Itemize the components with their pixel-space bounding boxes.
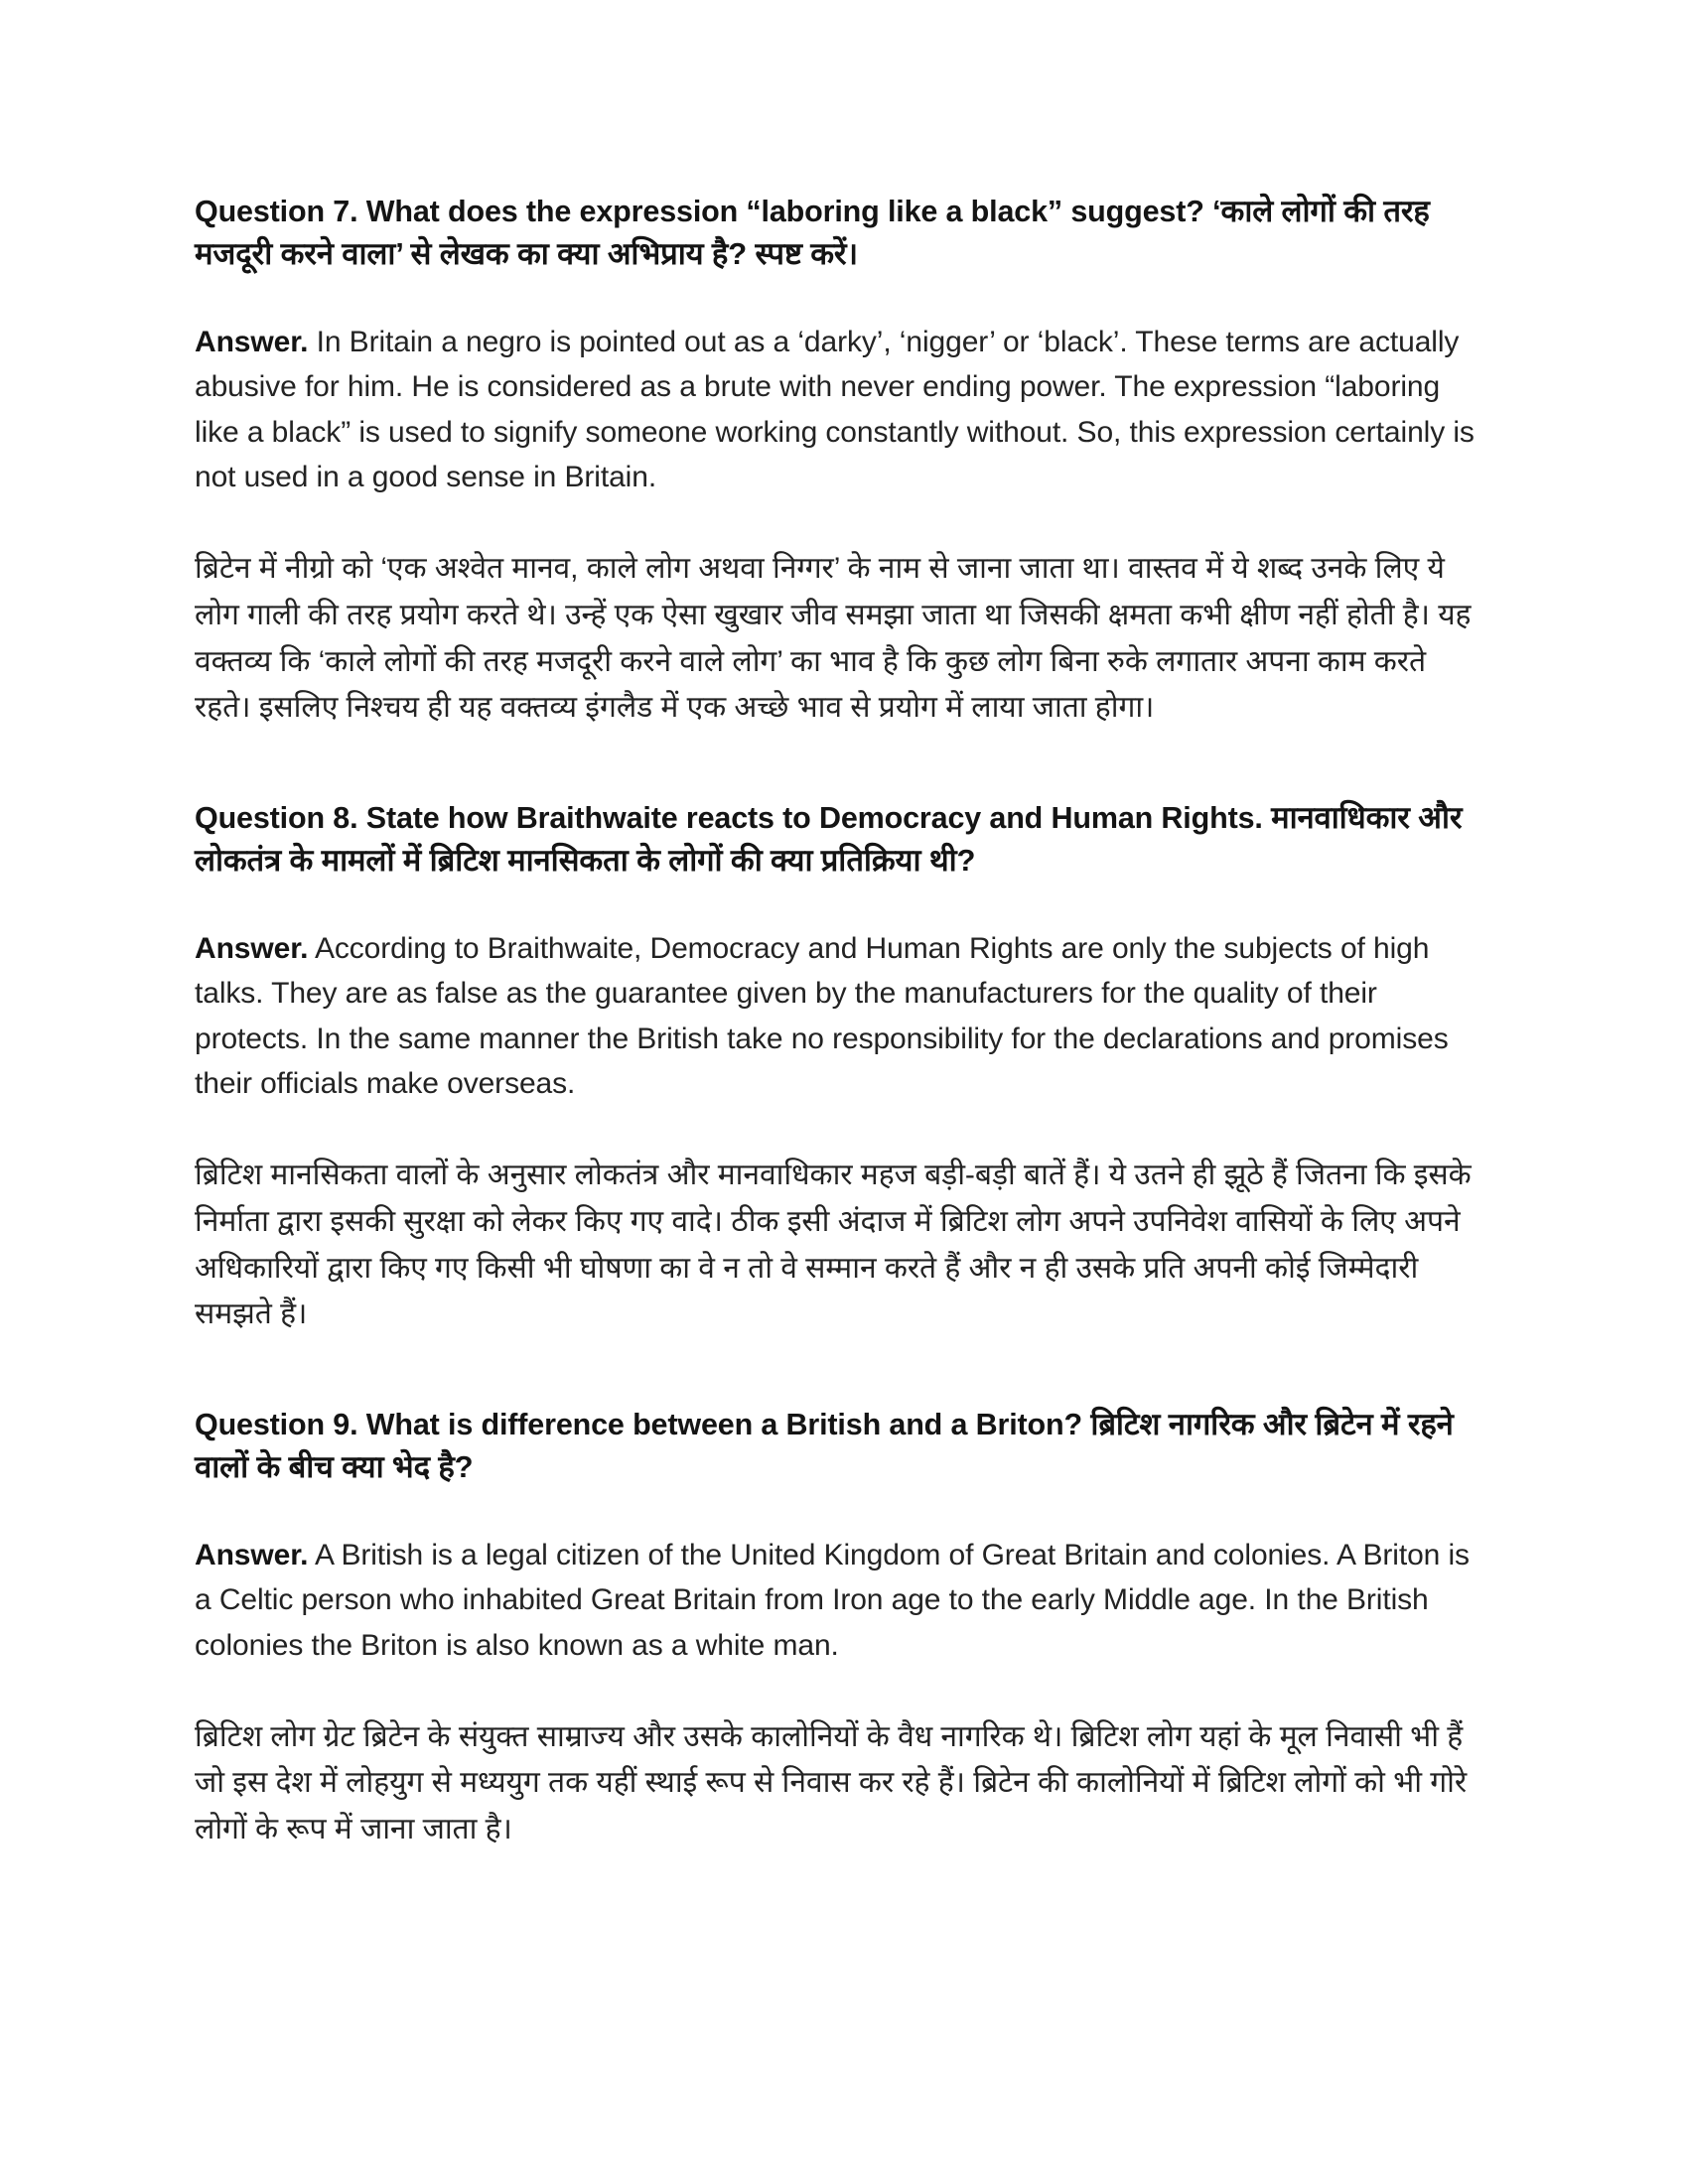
question-8-answer-en-text: According to Braithwaite, Democracy and Human Rights are only the subjects of high talks. They are as false as the guarantee given by the manufacturers for the quality of their protects. In the same manner the British take no responsibility for the declarations and promises their officials make overseas. — [195, 931, 1449, 1101]
spacer — [195, 276, 1485, 320]
answer-label: Answer. — [195, 931, 309, 965]
question-8-answer-en — [195, 926, 1485, 1107]
question-7-answer-en-text: In Britain a negro is pointed out as a ‘darky’, ‘nigger’ or ‘black’. These terms are actually abusive for him. He is considered as a brute with never ending power. The expression “laboring like a black” is used to signify someone working constantly without. So, this expression certainly is not used in a good sense in Britain. — [195, 325, 1475, 494]
spacer — [195, 500, 1485, 546]
question-9-answer-hi: ब्रिटिश लोग ग्रेट ब्रिटेन के संयुक्त साम्राज्य और उसके कालोनियों के वैध नागरिक थे। ब्रिटिश लोग यहां के मूल निवासी भी हैं जो इस देश में लोहयुग से मध्ययुग तक यहीं स्थाई रूप से निवास कर रहे हैं। ब्रिटेन की कालोनियों में ब्रिटिश लोगों को भी गोरे लोगों के रूप में जाना जाता है। — [195, 1719, 1468, 1846]
question-7-heading-en: Question 7. What does the expression “laboring like a black” suggest? — [195, 195, 1204, 228]
question-7-heading-hi: ‘काले लोगों की तरह मजदूरी करने वाला’ से लेखक का क्या अभिप्राय है? स्पष्ट करें। — [195, 194, 1430, 271]
question-9-heading-hi: ब्रिटिश नागरिक और ब्रिटेन में रहने वालों के बीच क्या भेद है? — [195, 1407, 1454, 1485]
question-7-answer-en — [195, 320, 1485, 500]
spacer — [195, 1338, 1485, 1404]
document-content — [195, 191, 1485, 1853]
question-9-heading — [195, 1404, 1485, 1489]
question-9-heading-en: Question 9. What is difference between a British and a Briton? — [195, 1408, 1082, 1442]
spacer — [195, 732, 1485, 797]
spacer — [195, 1107, 1485, 1153]
answer-label: Answer. — [195, 325, 309, 358]
question-7-answer-hi: ब्रिटेन में नीग्रो को ‘एक अश्वेत मानव, काले लोग अथवा निग्गर’ के नाम से जाना जाता था। वास्तव में ये शब्द उनके लिए ये लोग गाली की तरह प्रयोग करते थे। उन्हें एक ऐसा खुखार जीव समझा जाता था जिसकी क्षमता कभी क्षीण नहीं होती है। यह वक्तव्य कि ‘काले लोगों की तरह मजदूरी करने वाले लोग’ का भाव है कि कुछ लोग बिना रुके लगातार अपना काम करते रहते। इसलिए निश्चय ही यह वक्तव्य इंगलैड में एक अच्छे भाव से प्रयोग में लाया जाता होगा। — [195, 551, 1472, 725]
question-7-heading — [195, 191, 1485, 276]
question-8-answer-hi: ब्रिटिश मानसिकता वालों के अनुसार लोकतंत्र और मानवाधिकार महज बड़ी-बड़ी बातें हैं। ये उतने ही झूठे हैं जितना कि इसके निर्माता द्वारा इसकी सुरक्षा को लेकर किए गए वादे। ठीक इसी अंदाज में ब्रिटिश लोग अपने उपनिवेश वासियों के लिए अपने अधिकारियों द्वारा किए गए किसी भी घोषणा का वे न तो वे सम्मान करते हैं और न ही उसके प्रति अपनी कोई जिम्मेदारी समझते हैं। — [195, 1159, 1472, 1331]
question-8-heading-en: Question 8. State how Braithwaite reacts to Democracy and Human Rights. — [195, 801, 1263, 836]
question-8-heading — [195, 797, 1485, 883]
question-9-answer-en-text: A British is a legal citizen of the United Kingdom of Great Britain and colonies. A Briton is a Celtic person who inhabited Great Britain from Iron age to the early Middle age. In the British colonies the Briton is also known as a white man. — [195, 1538, 1470, 1662]
question-8-heading-hi: मानवाधिकार और लोकतंत्र के मामलों में ब्रिटिश मानसिकता के लोगों की क्या प्रतिक्रिया थी? — [195, 800, 1463, 878]
answer-label: Answer. — [195, 1538, 309, 1571]
spacer — [195, 883, 1485, 926]
spacer — [195, 1489, 1485, 1533]
spacer — [195, 1669, 1485, 1714]
question-9-answer-en — [195, 1533, 1485, 1669]
